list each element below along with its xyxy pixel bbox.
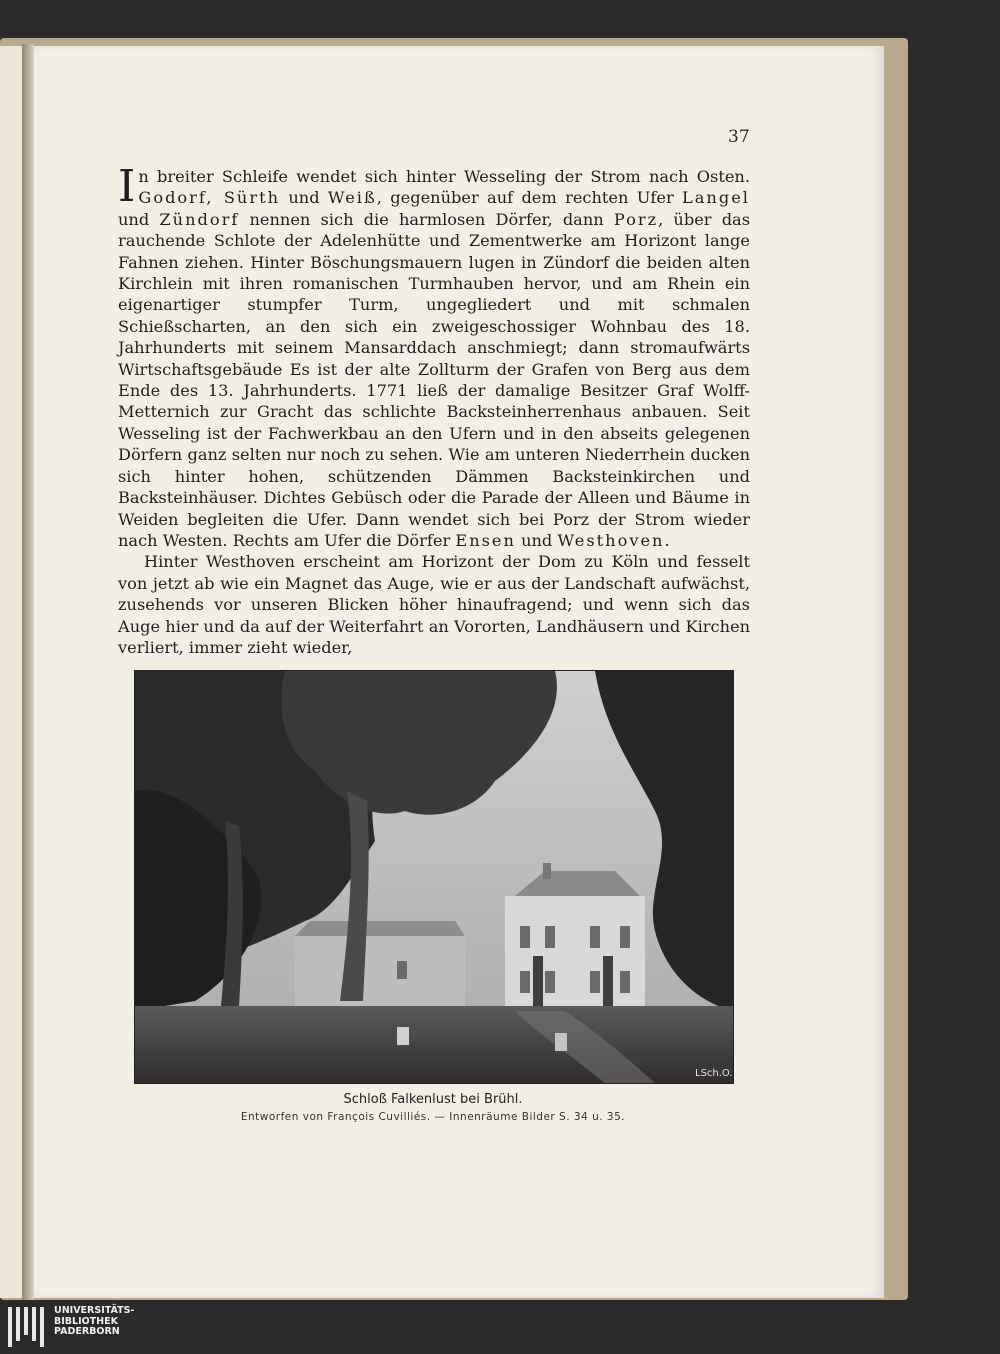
photo-image bbox=[135, 671, 733, 1083]
spaced-place-name: Weiß bbox=[327, 188, 377, 208]
text-run: und bbox=[515, 530, 558, 550]
left-page-edge bbox=[0, 46, 24, 1298]
logo-line-3: PADERBORN bbox=[54, 1326, 120, 1337]
spaced-place-name: Langel bbox=[682, 188, 750, 208]
text-run: n breiter Schleife wendet sich hinter Wesseling der Strom nach Osten. bbox=[138, 167, 750, 186]
castle-photograph bbox=[134, 670, 734, 1084]
library-logo-text bbox=[54, 1306, 134, 1338]
logo-line-1: UNIVERSITÄTS- bbox=[54, 1305, 135, 1316]
library-logo-icon bbox=[8, 1307, 52, 1347]
text-run: nennen sich die harmlosen Dörfer, dann bbox=[239, 209, 614, 229]
spaced-place-name: Zündorf bbox=[159, 209, 240, 229]
spaced-place-name: Westhoven bbox=[557, 530, 665, 550]
paragraph-2: Hinter Westhoven erscheint am Horizont der Dom zu Köln und fesselt von jetzt ab wie ein Magnet das Auge, wie er aus der Landschaft aufwächst, zusehends vor unseren Blicken höher hinaufragend; und wenn sich das Auge hier und da auf der Weiterfahrt an Vororten, Landhäusern und Kirchen verliert, immer zieht wieder, bbox=[118, 552, 750, 657]
spaced-place-name: Ensen bbox=[455, 530, 516, 550]
text-run: , gegenüber auf dem rechten Ufer bbox=[376, 188, 683, 208]
text-run: und bbox=[280, 188, 328, 208]
drop-cap: I bbox=[118, 161, 136, 212]
caption-title: Schloß Falkenlust bei Brühl. bbox=[343, 1092, 523, 1107]
text-run: und bbox=[118, 209, 160, 229]
paragraph-1 bbox=[118, 161, 751, 551]
text-run: . bbox=[664, 530, 670, 550]
logo-line-2: BIBLIOTHEK bbox=[54, 1315, 118, 1327]
spaced-place-name: Porz bbox=[613, 209, 659, 229]
photographer-signature: LSch.O. bbox=[695, 1068, 733, 1079]
book-gutter bbox=[22, 44, 34, 1300]
spaced-place-name: Godorf, Sürth bbox=[138, 188, 280, 208]
body-text bbox=[118, 161, 751, 658]
caption-subtitle: Entworfen von François Cuvilliés. — Innenräume Bilder S. 34 u. 35. bbox=[240, 1111, 626, 1123]
page-number: 37 bbox=[728, 127, 750, 147]
text-run: , über das rauchende Schlote der Adelenhütte und Zementwerke am Horizont lange Fahnen ziehen. Hinter Böschungsmauern lugen in Zündorf die beiden alten Kirchlein mit ihren romanischen Turmhauben hervor, und am Rhein ein eigenartiger stumpfer Turm, ungegliedert und mit schmalen Schießscharten, an den sich ein zweigeschossiger Wohnbau des 18. Jahrhunderts mit seinem Mansarddach anschmiegt; dann stromaufwärts Wirtschaftsgebäude Es ist der alte Zollturm der Grafen von Berg aus dem Ende des 13. Jahrhunderts. 1771 ließ der damalige Besitzer Graf Wolff-Metternich zur Gracht das schlichte Backsteinherrenhaus anbauen. Seit Wesseling ist der Fachwerkbau an den Ufern und in den abseits gelegenen Dörfern ganz selten nur noch zu sehen. Wie am unteren Niederrhein ducken sich hinter hohen, schützenden Dämmen Backsteinkirchen und Backsteinhäuser. Dichtes Gebüsch oder die Parade der Alleen und Bäume in Weiden begleiten die Ufer. Dann wendet sich bei Porz der Strom wieder nach Westen. Rechts am Ufer die Dörfer bbox=[118, 209, 751, 550]
footer-bar bbox=[0, 1300, 1000, 1354]
